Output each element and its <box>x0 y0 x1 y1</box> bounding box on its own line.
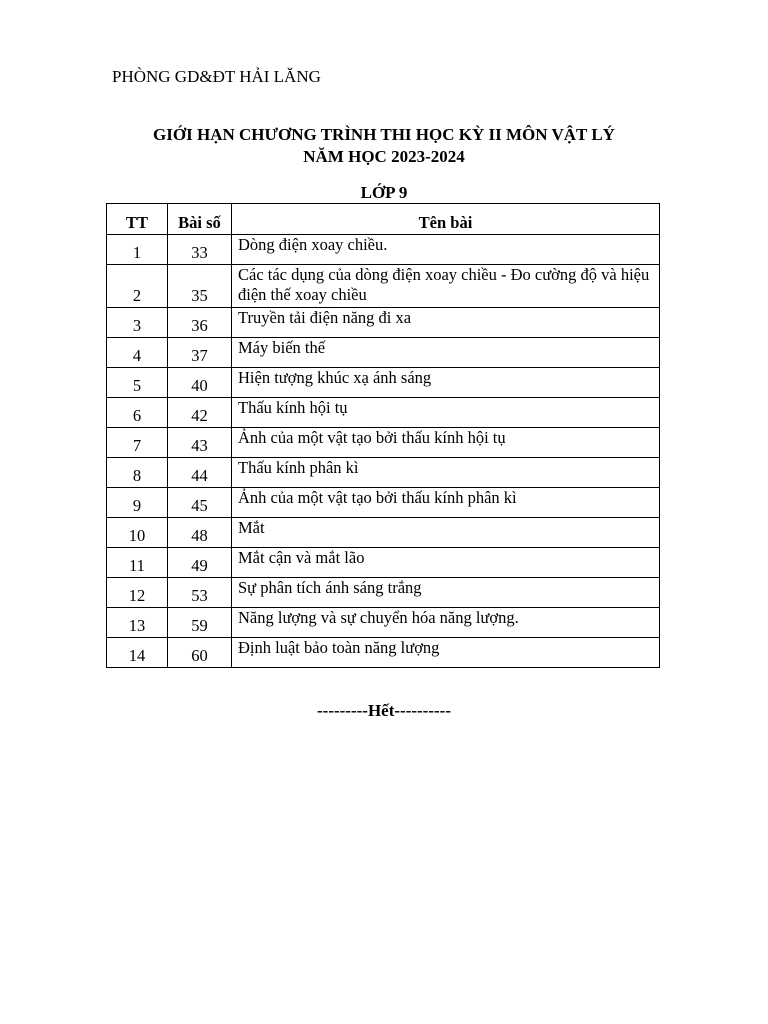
organization-header: PHÒNG GD&ĐT HẢI LĂNG <box>112 67 321 86</box>
row-lesson-name: Mắt <box>232 518 660 548</box>
row-tt: 12 <box>107 578 168 608</box>
row-lesson-name: Dòng điện xoay chiều. <box>232 235 660 265</box>
table-row <box>107 308 660 338</box>
row-tt: 13 <box>107 608 168 638</box>
row-tt: 2 <box>107 265 168 308</box>
row-lesson-number: 45 <box>168 488 232 518</box>
row-tt: 10 <box>107 518 168 548</box>
row-lesson-number: 36 <box>168 308 232 338</box>
row-lesson-name: Ảnh của một vật tạo bởi thấu kính phân kì <box>232 488 660 518</box>
table-row <box>107 265 660 308</box>
row-tt: 8 <box>107 458 168 488</box>
row-lesson-number: 44 <box>168 458 232 488</box>
table-row <box>107 518 660 548</box>
table-row <box>107 638 660 668</box>
table-row <box>107 428 660 458</box>
document-title-line-1: GIỚI HẠN CHƯƠNG TRÌNH THI HỌC KỲ II MÔN VẬT LÝ <box>153 125 615 144</box>
row-lesson-number: 48 <box>168 518 232 548</box>
header-lesson-name: Tên bài <box>232 204 660 235</box>
row-tt: 11 <box>107 548 168 578</box>
header-tt: TT <box>107 204 168 235</box>
row-lesson-name: Ảnh của một vật tạo bởi thấu kính hội tụ <box>232 428 660 458</box>
row-tt: 9 <box>107 488 168 518</box>
row-tt: 7 <box>107 428 168 458</box>
row-lesson-name: Máy biến thế <box>232 338 660 368</box>
row-tt: 5 <box>107 368 168 398</box>
row-lesson-name: Năng lượng và sự chuyển hóa năng lượng. <box>232 608 660 638</box>
row-lesson-name: Các tác dụng của dòng điện xoay chiều - Đo cường độ và hiệu điện thế xoay chiều <box>232 265 660 308</box>
table-row <box>107 458 660 488</box>
document-title-line-2: NĂM HỌC 2023-2024 <box>303 147 465 166</box>
grade-heading: LỚP 9 <box>360 183 408 202</box>
row-lesson-name: Mắt cận và mắt lão <box>232 548 660 578</box>
row-lesson-number: 49 <box>168 548 232 578</box>
row-lesson-number: 40 <box>168 368 232 398</box>
row-lesson-number: 43 <box>168 428 232 458</box>
table-row <box>107 368 660 398</box>
row-tt: 3 <box>107 308 168 338</box>
row-tt: 14 <box>107 638 168 668</box>
table-row <box>107 338 660 368</box>
row-lesson-number: 42 <box>168 398 232 428</box>
table-header-row <box>107 204 660 235</box>
row-lesson-name: Truyền tải điện năng đi xa <box>232 308 660 338</box>
lesson-table <box>106 203 660 668</box>
end-marker: ---------Hết---------- <box>317 701 451 720</box>
row-lesson-name: Hiện tượng khúc xạ ánh sáng <box>232 368 660 398</box>
row-lesson-name: Định luật bảo toàn năng lượng <box>232 638 660 668</box>
row-lesson-number: 33 <box>168 235 232 265</box>
row-tt: 1 <box>107 235 168 265</box>
row-lesson-number: 59 <box>168 608 232 638</box>
table-row <box>107 398 660 428</box>
row-lesson-number: 37 <box>168 338 232 368</box>
row-lesson-number: 53 <box>168 578 232 608</box>
table-row <box>107 488 660 518</box>
row-tt: 4 <box>107 338 168 368</box>
table-row <box>107 578 660 608</box>
row-lesson-name: Thấu kính phân kì <box>232 458 660 488</box>
row-tt: 6 <box>107 398 168 428</box>
row-lesson-name: Thấu kính hội tụ <box>232 398 660 428</box>
table-row <box>107 235 660 265</box>
table-row <box>107 608 660 638</box>
row-lesson-number: 60 <box>168 638 232 668</box>
table-row <box>107 548 660 578</box>
row-lesson-name: Sự phân tích ánh sáng trắng <box>232 578 660 608</box>
header-lesson-number: Bài số <box>168 204 232 235</box>
row-lesson-number: 35 <box>168 265 232 308</box>
